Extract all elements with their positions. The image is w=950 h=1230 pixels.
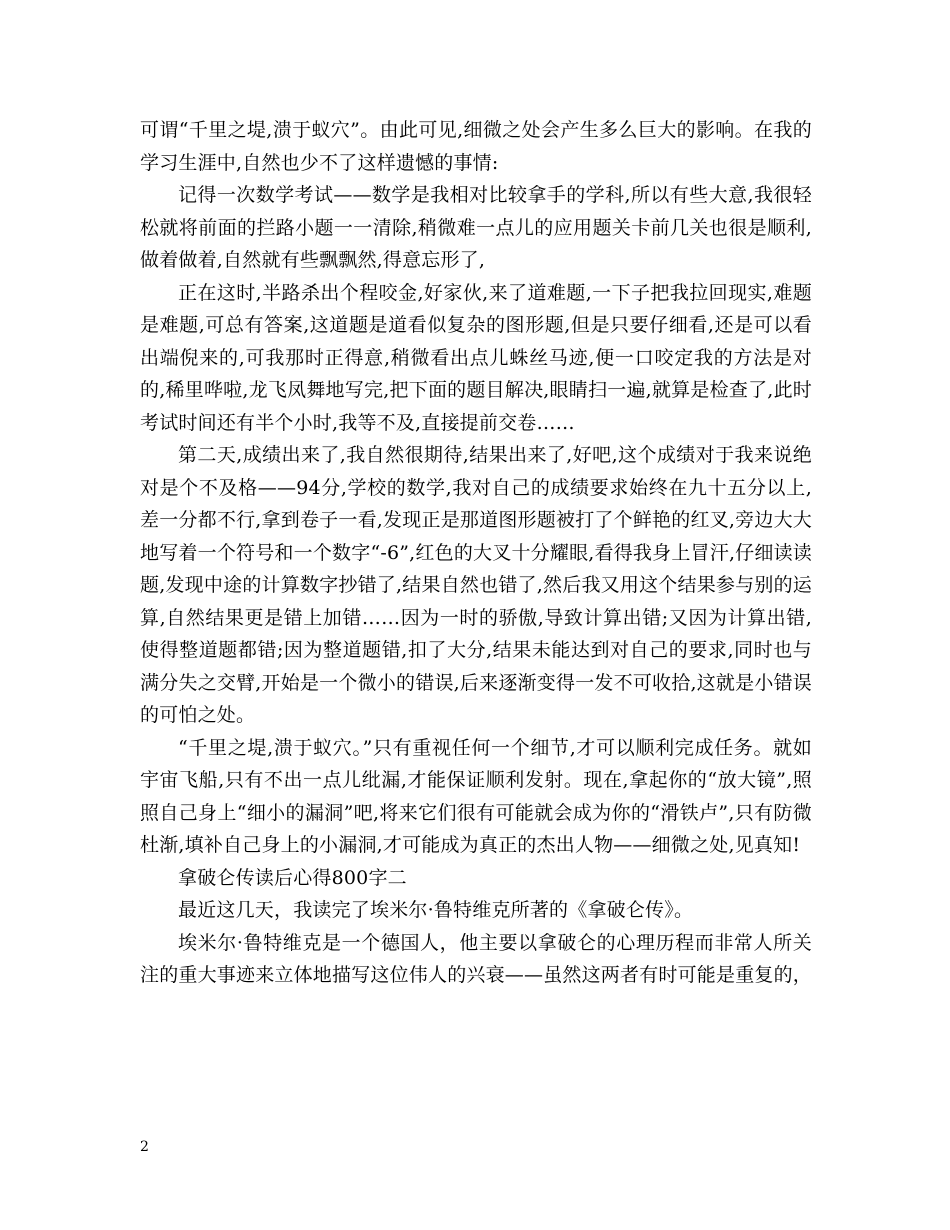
paragraph-3: 正在这时,半路杀出个程咬金,好家伙,来了道难题,一下子把我拉回现实,难题是难题,可总有答案,这道题是道看似复杂的图形题,但是只要仔细看,还是可以看出端倪来的,可我那时正得意,稍微看出点儿蛛丝马迹,便一口咬定我的方法是对的,稀里哗啦,龙飞凤舞地写完,把下面的题目解决,眼睛扫一遍,就算是检查了,此时考试时间还有半个小时,我等不及,直接提前交卷…… [140, 281, 812, 434]
paragraph-5: “千里之堤,溃于蚁穴。”只有重视任何一个细节,才可以顺利完成任务。就如宇宙飞船,只有不出一点儿纰漏,才能保证顺利发射。现在,拿起你的“放大镜”,照照自己身上“细小的漏洞”吧,将来它们很有可能就会成为你的“滑铁卢”,只有防微杜渐,填补自己身上的小漏洞,才可能成为真正的杰出人物——细微之处,见真知! [140, 736, 812, 856]
paragraph-1: 可谓“千里之堤,溃于蚁穴”。由此可见,细微之处会产生多么巨大的影响。在我的学习生涯中,自然也少不了这样遗憾的事情: [140, 119, 812, 174]
section-heading: 拿破仑传读后心得800字二 [178, 866, 407, 889]
page-number: 2 [140, 1139, 149, 1155]
paragraph-2: 记得一次数学考试——数学是我相对比较拿手的学科,所以有些大意,我很轻松就将前面的拦路小题一一清除,稍微难一点儿的应用题关卡前几关也很是顺利,做着做着,自然就有些飘飘然,得意忘形了, [140, 184, 812, 271]
paragraph-4: 第二天,成绩出来了,我自然很期待,结果出来了,好吧,这个成绩对于我来说绝对是个不及格——94分,学校的数学,我对自己的成绩要求始终在九十五分以上,差一分都不行,拿到卷子一看,发现正是那道图形题被打了个鲜艳的红叉,旁边大大地写着一个符号和一个数字“-6”,红色的大叉十分耀眼,看得我身上冒汗,仔细读读题,发现中途的计算数字抄错了,结果自然也错了,然后我又用这个结果参与别的运算,自然结果更是错上加错……因为一时的骄傲,导致计算出错;又因为计算出错,使得整道题都错;因为整道题错,扣了大分,结果未能达到对自己的要求,同时也与满分失之交臂,开始是一个微小的错误,后来逐渐变得一发不可收拾,这就是小错误的可怕之处。 [140, 444, 812, 726]
paragraph-8: 埃米尔·鲁特维克是一个德国人，他主要以拿破仑的心理历程而非常人所关注的重大事迹来立体地描写这位伟人的兴衰——虽然这两者有时可能是重复的， [140, 931, 813, 986]
body-text [140, 114, 812, 992]
paragraph-7: 最近这几天，我读完了埃米尔·鲁特维克所著的《拿破仑传》。 [178, 899, 694, 921]
